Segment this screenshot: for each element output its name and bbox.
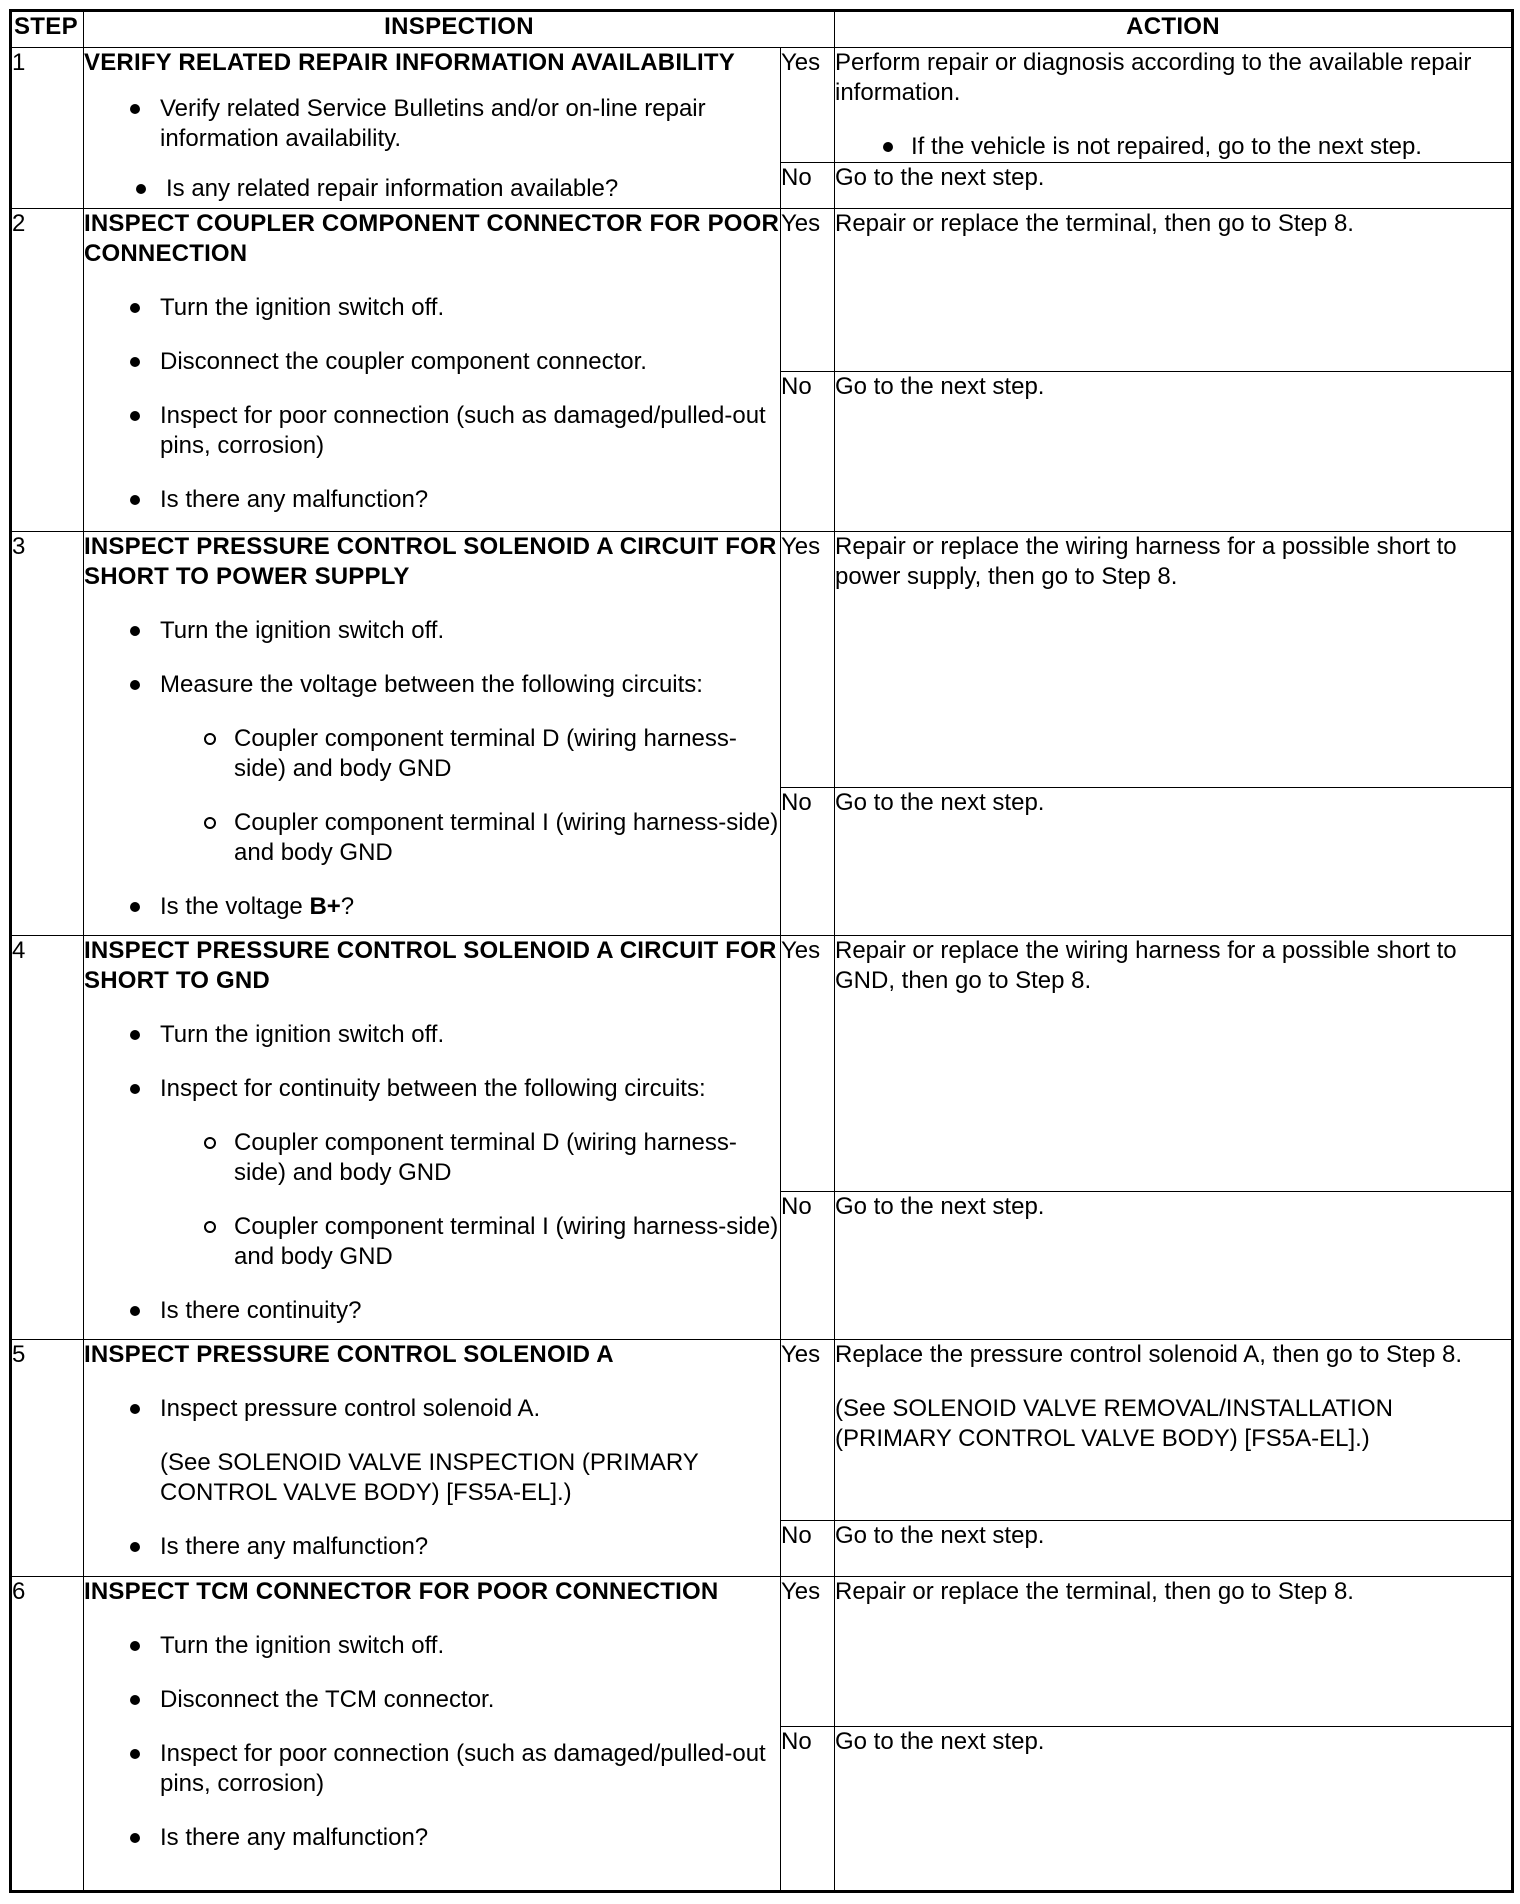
question: [84, 892, 780, 922]
bullet-item: Measure the voltage between the following circuits:: [84, 670, 780, 700]
no-action: Go to the next step.: [835, 163, 1513, 209]
yes-label: Yes: [781, 48, 835, 163]
step-2-yes-row: [11, 209, 1513, 372]
header-row: [11, 11, 1513, 48]
no-action: Go to the next step.: [835, 1727, 1513, 1892]
diagnostic-table: [9, 9, 1514, 1893]
bullet-item: Disconnect the coupler component connector.: [84, 347, 780, 377]
header-inspection: INSPECTION: [84, 11, 835, 48]
no-label: No: [781, 788, 835, 936]
bullet-item: Verify related Service Bulletins and/or on-line repair information availability.: [84, 94, 780, 154]
step-5-yes-action: [835, 1340, 1513, 1521]
step-number: 3: [11, 532, 84, 936]
bullet-item: Turn the ignition switch off.: [84, 293, 780, 323]
bullet-item: Turn the ignition switch off.: [84, 1631, 780, 1661]
step-5-inspection: [84, 1340, 781, 1577]
step-1-inspection: [84, 48, 781, 209]
sub-bullet-item: Coupler component terminal D (wiring harness-side) and body GND: [84, 724, 780, 784]
question: Is there any malfunction?: [84, 1823, 780, 1853]
step-6-inspection: [84, 1577, 781, 1892]
yes-action: Repair or replace the terminal, then go to Step 8.: [835, 209, 1513, 372]
no-action: Go to the next step.: [835, 788, 1513, 936]
question: Is any related repair information available?: [90, 174, 774, 204]
step-title: INSPECT PRESSURE CONTROL SOLENOID A CIRCUIT FOR SHORT TO GND: [84, 937, 777, 994]
step-number: 5: [11, 1340, 84, 1577]
action-text: Perform repair or diagnosis according to the available repair information.: [835, 49, 1472, 106]
sub-bullet-item: Coupler component terminal D (wiring harness-side) and body GND: [84, 1128, 780, 1188]
step-title: INSPECT TCM CONNECTOR FOR POOR CONNECTION: [84, 1578, 719, 1605]
yes-label: Yes: [781, 532, 835, 788]
action-reference-note: (See SOLENOID VALVE REMOVAL/INSTALLATION (PRIMARY CONTROL VALVE BODY) [FS5A-EL].): [835, 1395, 1393, 1452]
step-number: 2: [11, 209, 84, 532]
yes-label: Yes: [781, 1340, 835, 1521]
action-text: Replace the pressure control solenoid A, then go to Step 8.: [835, 1341, 1463, 1368]
step-3-inspection: [84, 532, 781, 936]
step-number: 6: [11, 1577, 84, 1892]
bullet-item: Turn the ignition switch off.: [84, 616, 780, 646]
yes-action: Repair or replace the wiring harness for a possible short to GND, then go to Step 8.: [835, 936, 1513, 1192]
yes-label: Yes: [781, 1577, 835, 1727]
step-number: 4: [11, 936, 84, 1340]
no-action: Go to the next step.: [835, 1192, 1513, 1340]
yes-label: Yes: [781, 209, 835, 372]
step-title: INSPECT COUPLER COMPONENT CONNECTOR FOR POOR CONNECTION: [84, 210, 780, 267]
step-4-yes-row: [11, 936, 1513, 1192]
step-4-inspection: [84, 936, 781, 1340]
step-title: INSPECT PRESSURE CONTROL SOLENOID A CIRCUIT FOR SHORT TO POWER SUPPLY: [84, 533, 777, 590]
sub-bullet-item: Coupler component terminal I (wiring harness-side) and body GND: [84, 808, 780, 868]
header-action: ACTION: [835, 11, 1513, 48]
question: Is there any malfunction?: [84, 485, 780, 515]
action-bullet: If the vehicle is not repaired, go to the next step.: [835, 132, 1511, 162]
bullet-item: Inspect for poor connection (such as damaged/pulled-out pins, corrosion): [84, 1739, 780, 1799]
reference-note: (See SOLENOID VALVE INSPECTION (PRIMARY CONTROL VALVE BODY) [FS5A-EL].): [160, 1449, 699, 1506]
step-1-yes-row: [11, 48, 1513, 163]
question-text: Is the voltage: [160, 893, 310, 920]
step-1-yes-action: [835, 48, 1513, 163]
yes-action: Repair or replace the terminal, then go to Step 8.: [835, 1577, 1513, 1727]
question: Is there any malfunction?: [84, 1532, 780, 1562]
bullet-item: Turn the ignition switch off.: [84, 1020, 780, 1050]
step-title: INSPECT PRESSURE CONTROL SOLENOID A: [84, 1341, 614, 1368]
no-label: No: [781, 1727, 835, 1892]
no-label: No: [781, 1521, 835, 1577]
header-step: STEP: [11, 11, 84, 48]
bullet-item: Inspect for continuity between the following circuits:: [84, 1074, 780, 1104]
no-label: No: [781, 163, 835, 209]
step-3-yes-row: [11, 532, 1513, 788]
question-mark: ?: [340, 893, 355, 920]
sub-bullet-item: Coupler component terminal I (wiring harness-side) and body GND: [84, 1212, 780, 1272]
step-6-yes-row: [11, 1577, 1513, 1727]
yes-action: Repair or replace the wiring harness for a possible short to power supply, then go to Step 8.: [835, 532, 1513, 788]
step-title: VERIFY RELATED REPAIR INFORMATION AVAILABILITY: [84, 49, 735, 76]
question: Is there continuity?: [84, 1296, 780, 1326]
step-number: 1: [11, 48, 84, 209]
no-label: No: [781, 1192, 835, 1340]
step-5-yes-row: [11, 1340, 1513, 1521]
no-action: Go to the next step.: [835, 1521, 1513, 1577]
yes-label: Yes: [781, 936, 835, 1192]
no-label: No: [781, 372, 835, 532]
question-value: B+: [309, 893, 341, 920]
no-action: Go to the next step.: [835, 372, 1513, 532]
bullet-item: Inspect for poor connection (such as damaged/pulled-out pins, corrosion): [84, 401, 780, 461]
step-2-inspection: [84, 209, 781, 532]
bullet-item: Disconnect the TCM connector.: [84, 1685, 780, 1715]
bullet-item: Inspect pressure control solenoid A.: [84, 1394, 780, 1424]
